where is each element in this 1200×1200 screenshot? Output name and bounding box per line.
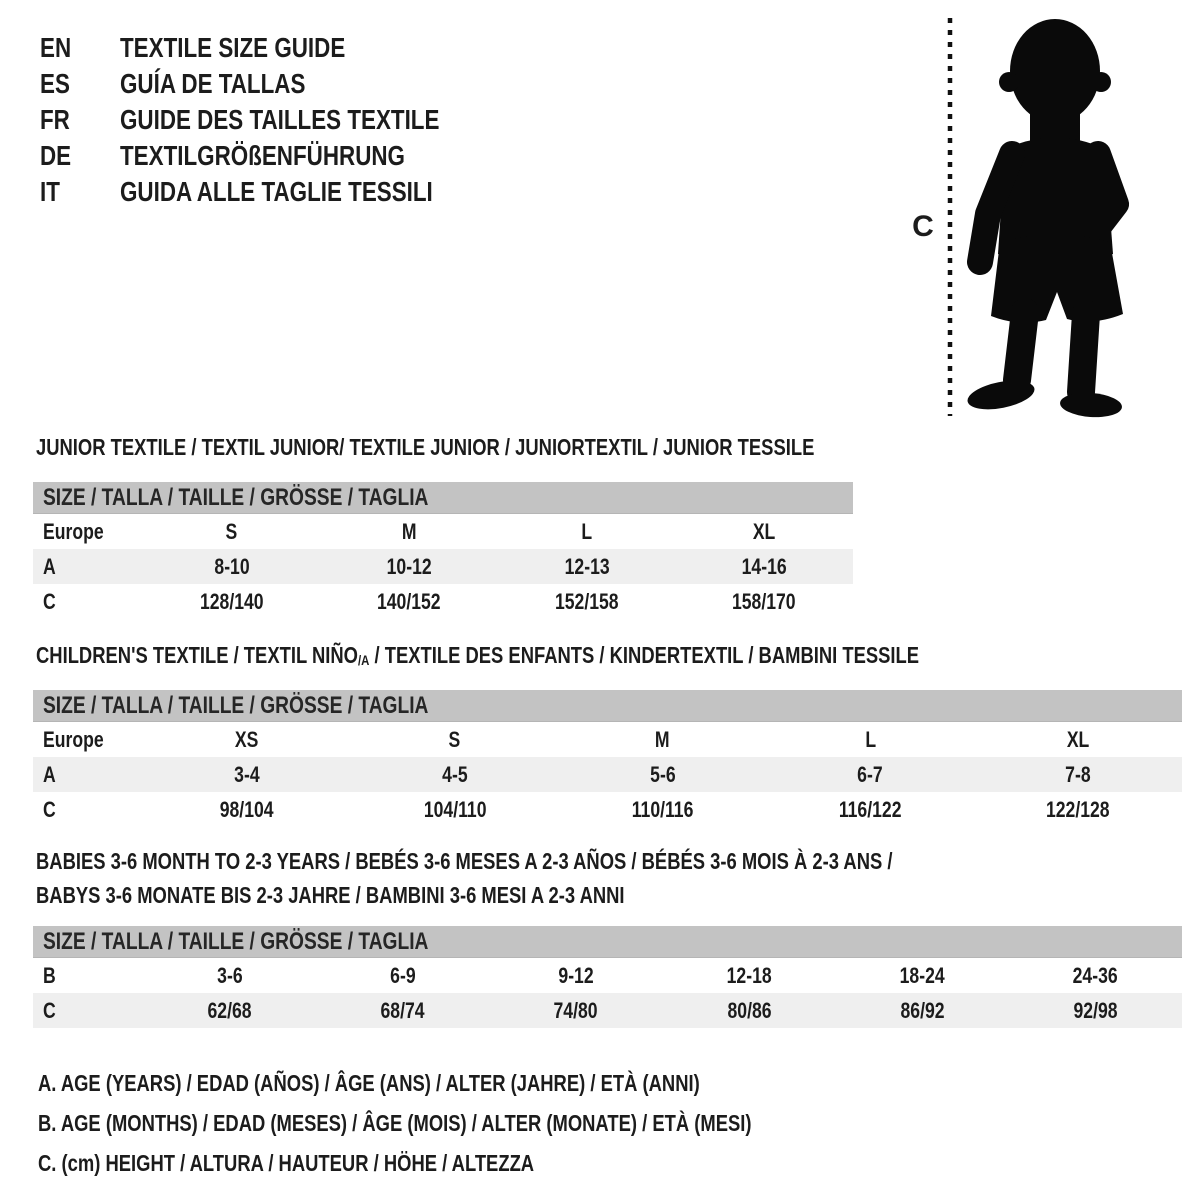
- cell-text: 86/92: [900, 997, 945, 1023]
- children-col-s: [351, 722, 559, 757]
- children-row-height: [33, 792, 1182, 827]
- junior-size-header-text: SIZE / TALLA / TAILLE / GRÖSSE / TAGLIA: [43, 483, 429, 511]
- babies-months-1: [143, 958, 316, 993]
- babies-section-title-line1-text: BABIES 3-6 MONTH TO 2-3 YEARS / BEBÉS 3-6 MESES A 2-3 AÑOS / BÉBÉS 3-6 MOIS À 2-3 ANS /: [36, 848, 893, 874]
- row-label-cell: [33, 757, 143, 792]
- guide-title-text: GUÍA DE TALLAS: [120, 68, 306, 99]
- cell-text: 116/122: [838, 796, 902, 822]
- language-code-text: FR: [40, 104, 70, 135]
- junior-col-l: [498, 514, 676, 549]
- row-label-text: C: [43, 796, 56, 822]
- row-label-cell: [33, 993, 143, 1028]
- col-text: L: [864, 726, 876, 752]
- children-age-xs: [143, 757, 351, 792]
- babies-months-4: [663, 958, 836, 993]
- babies-section-title-line1: [36, 848, 1107, 875]
- cell-text: 7-8: [1065, 761, 1091, 787]
- babies-height-4: [663, 993, 836, 1028]
- language-code-text: ES: [40, 68, 70, 99]
- cell-text: 3-6: [216, 962, 243, 988]
- cell-text: 10-12: [386, 553, 432, 579]
- children-title-pre: CHILDREN'S TEXTILE / TEXTIL NIÑO: [36, 642, 358, 668]
- cell-text: 92/98: [1073, 997, 1118, 1023]
- guide-title-fr: [120, 104, 519, 136]
- babies-size-header-text: SIZE / TALLA / TAILLE / GRÖSSE / TAGLIA: [43, 927, 429, 955]
- col-text: M: [655, 726, 670, 752]
- babies-height-1: [143, 993, 316, 1028]
- language-row-it: [40, 174, 519, 210]
- children-size-table: [33, 690, 1182, 827]
- language-row-en: [40, 30, 519, 66]
- cell-text: 18-24: [899, 962, 945, 988]
- legend-age-years: [38, 1070, 865, 1097]
- junior-section-title-text: JUNIOR TEXTILE / TEXTIL JUNIOR/ TEXTILE JUNIOR / JUNIORTEXTIL / JUNIOR TESSILE: [36, 434, 815, 460]
- cell-text: 152/158: [554, 588, 619, 614]
- children-age-l: [766, 757, 974, 792]
- junior-height-xl: [676, 584, 854, 619]
- guide-title-text: TEXTILGRÖßENFÜHRUNG: [120, 140, 405, 171]
- legend-age-years-text: A. AGE (YEARS) / EDAD (AÑOS) / ÂGE (ANS) / ALTER (JAHRE) / ETÀ (ANNI): [38, 1070, 700, 1096]
- cell-text: 62/68: [207, 997, 252, 1023]
- babies-height-5: [836, 993, 1009, 1028]
- cell-text: 8-10: [214, 553, 250, 579]
- children-col-m: [559, 722, 767, 757]
- junior-size-table: [33, 482, 853, 619]
- junior-row-age: [33, 549, 853, 584]
- cell-text: 4-5: [441, 761, 468, 787]
- language-code-text: IT: [40, 176, 60, 207]
- cell-text: 12-13: [564, 553, 610, 579]
- children-age-xl: [974, 757, 1182, 792]
- language-code-de: [40, 140, 120, 172]
- junior-size-header: [33, 482, 853, 514]
- children-title-post: / TEXTILE DES ENFANTS / KINDERTEXTIL / BAMBINI TESSILE: [369, 642, 920, 668]
- height-measure-label: C: [912, 210, 934, 243]
- region-label-text: Europe: [43, 518, 104, 544]
- children-height-xs: [143, 792, 351, 827]
- cell-text: 12-18: [726, 962, 772, 988]
- guide-title-text: GUIDA ALLE TAGLIE TESSILI: [120, 176, 433, 207]
- babies-months-6: [1009, 958, 1182, 993]
- cell-text: 158/170: [732, 588, 797, 614]
- children-height-m: [559, 792, 767, 827]
- children-columns-row: [33, 722, 1182, 757]
- babies-size-header: [33, 926, 1182, 958]
- cell-text: 14-16: [741, 553, 787, 579]
- language-row-es: [40, 66, 519, 102]
- cell-text: 68/74: [380, 997, 425, 1023]
- col-text: XL: [1066, 726, 1090, 752]
- guide-title-en: [120, 32, 402, 64]
- language-code-en: [40, 32, 120, 64]
- children-height-xl: [974, 792, 1182, 827]
- col-text: S: [225, 518, 238, 544]
- cell-text: 98/104: [219, 796, 274, 822]
- junior-age-xl: [676, 549, 854, 584]
- legend-height-cm-text: C. (cm) HEIGHT / ALTURA / HAUTEUR / HÖHE / ALTEZZA: [38, 1150, 535, 1176]
- row-label-text: C: [43, 997, 56, 1023]
- babies-size-table: [33, 926, 1182, 1028]
- toddler-body-shapes: [965, 19, 1123, 419]
- babies-section-title-line2: [36, 882, 772, 909]
- language-code-es: [40, 68, 120, 100]
- col-text: S: [448, 726, 461, 752]
- children-size-header-text: SIZE / TALLA / TAILLE / GRÖSSE / TAGLIA: [43, 691, 429, 719]
- children-section-title: [36, 642, 1140, 669]
- children-region-cell: [33, 722, 143, 757]
- cell-text: 104/110: [423, 796, 487, 822]
- language-code-fr: [40, 104, 120, 136]
- junior-row-height: [33, 584, 853, 619]
- babies-height-6: [1009, 993, 1182, 1028]
- junior-col-s: [143, 514, 321, 549]
- row-label-text: B: [43, 962, 56, 988]
- guide-title-de: [120, 140, 476, 172]
- babies-section-title-line2-text: BABYS 3-6 MONATE BIS 2-3 JAHRE / BAMBINI 3-6 MESI A 2-3 ANNI: [36, 882, 625, 908]
- children-title-sub: /A: [357, 653, 370, 669]
- cell-text: 3-4: [234, 761, 260, 787]
- children-age-m: [559, 757, 767, 792]
- row-label-text: A: [43, 761, 56, 787]
- children-section-title-text: [36, 642, 919, 669]
- row-label-text: A: [43, 553, 56, 579]
- junior-col-xl: [676, 514, 854, 549]
- children-col-xl: [974, 722, 1182, 757]
- language-title-list: [40, 30, 519, 210]
- cell-text: 9-12: [558, 962, 594, 988]
- junior-age-l: [498, 549, 676, 584]
- cell-text: 122/128: [1046, 796, 1110, 822]
- babies-height-2: [316, 993, 489, 1028]
- legend-height-cm: [38, 1150, 658, 1177]
- cell-text: 140/152: [377, 588, 442, 614]
- guide-title-it: [120, 176, 511, 208]
- row-label-cell: [33, 549, 143, 584]
- guide-title-es: [120, 68, 352, 100]
- cell-text: 80/86: [727, 997, 772, 1023]
- legend-age-months: [38, 1110, 930, 1137]
- col-text: XS: [235, 726, 259, 752]
- babies-months-5: [836, 958, 1009, 993]
- junior-section-title: [36, 434, 1009, 461]
- language-row-de: [40, 138, 519, 174]
- children-height-s: [351, 792, 559, 827]
- row-label-text: C: [43, 588, 56, 614]
- row-label-cell: [33, 958, 143, 993]
- junior-col-m: [321, 514, 499, 549]
- babies-row-age-months: [33, 958, 1182, 993]
- junior-height-m: [321, 584, 499, 619]
- guide-title-text: TEXTILE SIZE GUIDE: [120, 32, 346, 63]
- row-label-cell: [33, 792, 143, 827]
- cell-text: 6-7: [857, 761, 884, 787]
- cell-text: 5-6: [649, 761, 676, 787]
- guide-title-text: GUIDE DES TAILLES TEXTILE: [120, 104, 440, 135]
- col-text: L: [581, 518, 593, 544]
- junior-columns-row: [33, 514, 853, 549]
- cell-text: 110/116: [631, 796, 694, 822]
- language-code-it: [40, 176, 120, 208]
- babies-height-3: [489, 993, 662, 1028]
- toddler-silhouette: [900, 14, 1150, 424]
- region-label-text: Europe: [43, 726, 104, 752]
- language-code-text: EN: [40, 32, 72, 63]
- junior-age-m: [321, 549, 499, 584]
- children-col-xs: [143, 722, 351, 757]
- cell-text: 74/80: [553, 997, 598, 1023]
- junior-height-s: [143, 584, 321, 619]
- babies-months-3: [489, 958, 662, 993]
- babies-row-height: [33, 993, 1182, 1028]
- col-text: XL: [753, 518, 776, 544]
- row-label-cell: [33, 584, 143, 619]
- junior-region-cell: [33, 514, 143, 549]
- cell-text: 24-36: [1072, 962, 1118, 988]
- col-text: M: [401, 518, 417, 544]
- cell-text: 6-9: [390, 962, 416, 988]
- children-size-header: [33, 690, 1182, 722]
- babies-months-2: [316, 958, 489, 993]
- language-row-fr: [40, 102, 519, 138]
- children-row-age: [33, 757, 1182, 792]
- language-code-text: DE: [40, 140, 72, 171]
- junior-age-s: [143, 549, 321, 584]
- children-height-l: [766, 792, 974, 827]
- children-age-s: [351, 757, 559, 792]
- legend-age-months-text: B. AGE (MONTHS) / EDAD (MESES) / ÂGE (MOIS) / ALTER (MONATE) / ETÀ (MESI): [38, 1110, 752, 1136]
- junior-height-l: [498, 584, 676, 619]
- children-col-l: [766, 722, 974, 757]
- cell-text: 128/140: [199, 588, 264, 614]
